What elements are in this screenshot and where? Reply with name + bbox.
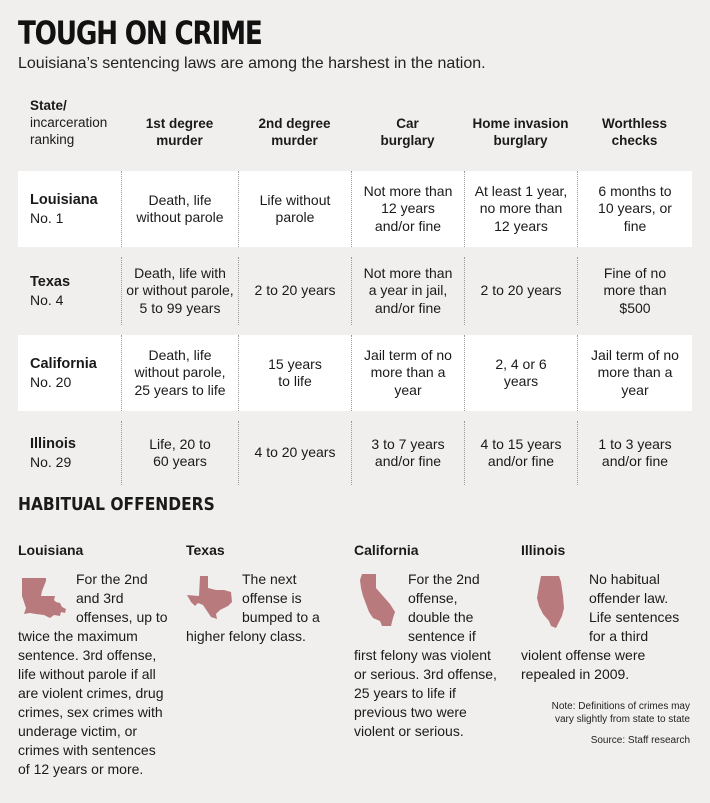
state-name: California [30,356,97,372]
state-cell [18,421,121,485]
state-name: Illinois [521,542,566,558]
table-row [18,171,692,247]
table-cell: 3 to 7 years and/or fine [351,421,464,485]
table-row [18,335,692,411]
page-subtitle: Louisiana’s sentencing laws are among the harshest in the nation. [18,55,486,72]
state-rank: No. 20 [30,374,72,390]
habitual-text [521,570,691,684]
column-header: 1st degree murder [145,116,214,148]
table-cell: Death, life with or without parole, 5 to 99 years [121,257,238,325]
state-name: Louisiana [18,542,84,558]
state-name: California [354,542,419,558]
habitual-text-body: No habitual offender law. Life sentences for a third violent offense were repealed in 2009. [521,571,680,682]
habitual-text [186,570,336,646]
table-cell: Life without parole [238,171,351,247]
habitual-text [18,570,170,779]
state-cell [18,171,121,247]
state-rank: No. 29 [30,454,72,470]
state-name: Illinois [30,436,76,452]
table-header [18,95,692,161]
habitual-offenders-title: HABITUAL OFFENDERS [18,494,215,515]
california-map-icon [358,572,402,630]
sentencing-table [18,95,692,485]
state-header-line1: State/ [30,98,67,113]
page-title: TOUGH ON CRIME [18,14,262,52]
habitual-text [354,570,502,741]
source-line: Source: Staff research [590,735,690,746]
table-cell: Death, life without parole [121,171,238,247]
state-name: Texas [30,274,71,290]
table-cell: 2 to 20 years [238,257,351,325]
habitual-california [354,541,502,741]
table-row [18,257,692,325]
column-header: 2nd degree murder [258,116,331,148]
table-cell: 4 to 20 years [238,421,351,485]
state-column-header [18,95,121,161]
table-cell: Jail term of no more than a year [351,335,464,411]
state-name: Texas [186,542,225,558]
habitual-text-body: For the 2nd offense, double the sentence if first felony was violent or serious. 3rd offense, 25 years to life if previous two were violent or serious. [354,571,497,739]
habitual-louisiana [18,541,170,779]
table-cell: 1 to 3 years and/or fine [577,421,692,485]
texas-map-icon [186,574,236,620]
table-cell: Fine of no more than $500 [577,257,692,325]
habitual-illinois [521,541,691,684]
table-cell: 6 months to 10 years, or fine [577,171,692,247]
louisiana-map-icon [18,576,70,620]
column-header: Worthless checks [601,116,667,148]
table-cell: 2, 4 or 6 years [464,335,577,411]
table-cell: Not more than 12 years and/or fine [351,171,464,247]
habitual-texas [186,541,336,646]
table-row [18,421,692,485]
table-cell: Jail term of no more than a year [577,335,692,411]
habitual-text-body: The next offense is bumped to a higher felony class. [186,571,320,644]
column-header: Home invasion burglary [472,116,569,148]
footnote: Note: Definitions of crimes may vary slightly from state to state [551,701,690,725]
table-cell: Death, life without parole, 25 years to life [121,335,238,411]
state-name: Louisiana [30,192,98,208]
table-cell: 4 to 15 years and/or fine [464,421,577,485]
state-cell [18,335,121,411]
state-header-line3: ranking [30,132,75,147]
table-cell: 2 to 20 years [464,257,577,325]
table-cell: At least 1 year, no more than 12 years [464,171,577,247]
state-header-line2: incarceration [30,115,108,130]
table-cell: Life, 20 to 60 years [121,421,238,485]
state-rank: No. 1 [30,210,64,226]
state-cell [18,257,121,325]
table-cell: 15 years to life [238,335,351,411]
table-cell: Not more than a year in jail, and/or fine [351,257,464,325]
illinois-map-icon [535,574,575,632]
column-header: Car burglary [380,116,435,148]
state-rank: No. 4 [30,292,64,308]
habitual-text-body: For the 2nd and 3rd offenses, up to twice the maximum sentence. 3rd offense, life without parole if all are violent crimes, drug crimes, sex crimes with underage victim, or crimes with sentences of 12 years or more. [18,571,168,777]
